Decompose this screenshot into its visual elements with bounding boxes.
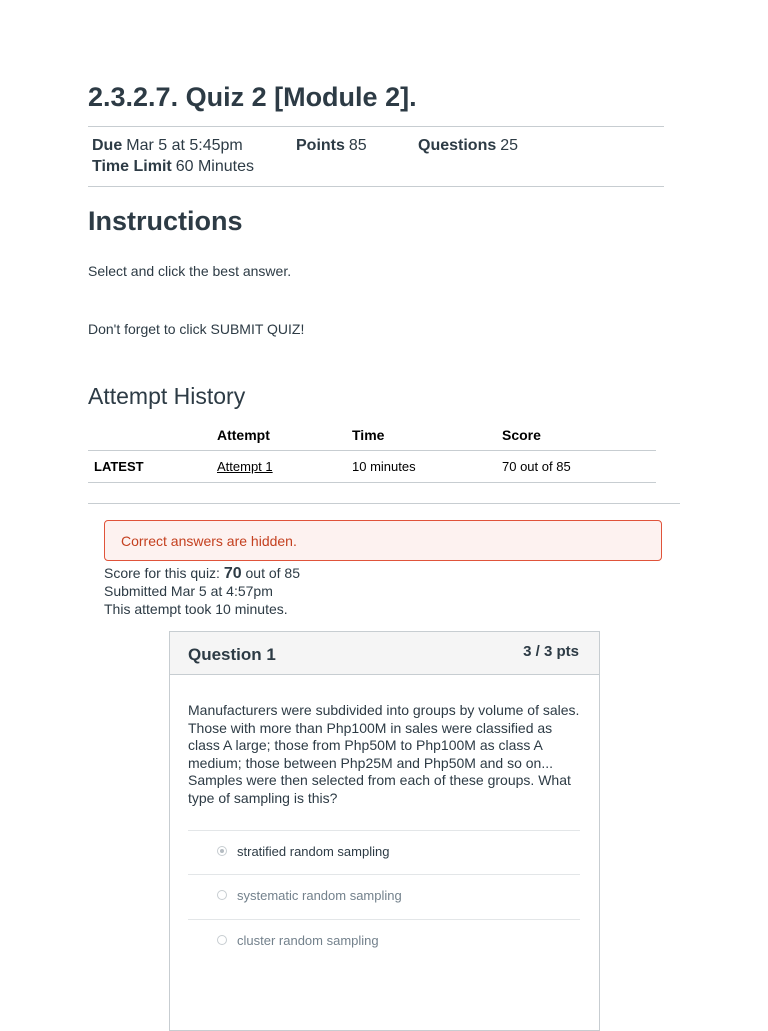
answer-label: cluster random sampling [237, 933, 379, 948]
quiz-details [88, 126, 664, 187]
section-divider [88, 503, 680, 504]
submitted-time: Submitted Mar 5 at 4:57pm [104, 583, 273, 599]
attempt-1-link[interactable]: Attempt 1 [217, 459, 273, 474]
column-header-time: Time [352, 427, 385, 443]
answer-label: stratified random sampling [237, 844, 390, 859]
questions-info [418, 137, 518, 155]
question-text: Manufacturers were subdivided into groups by volume of sales. Those with more than Php100M in sales were classified as class A large; those from Php50M to Php100M as class A medium; those between Php25M and Php50M and so on... Samples were then selected from each of these groups. What type of sampling is this? [188, 702, 580, 806]
attempt-duration: This attempt took 10 minutes. [104, 601, 288, 617]
answer-option[interactable] [188, 830, 580, 875]
due-label: Due [92, 137, 123, 154]
column-header-score: Score [502, 427, 541, 443]
hidden-answers-alert [104, 520, 662, 561]
score-value: 70 [223, 565, 242, 582]
question-header [170, 632, 599, 675]
points-info [296, 137, 367, 155]
time-limit-label: Time Limit [92, 158, 172, 175]
time-limit-value: 60 Minutes [175, 158, 254, 175]
answer-option[interactable] [188, 874, 580, 919]
attempt-time: 10 minutes [352, 459, 416, 474]
questions-label: Questions [418, 137, 497, 154]
radio-selected-icon[interactable] [217, 846, 227, 856]
instructions-text: Select and click the best answer. [88, 263, 292, 279]
question-points: 3 / 3 pts [523, 643, 579, 660]
score-suffix: out of 85 [245, 565, 301, 581]
attempt-history-heading: Attempt History [88, 383, 246, 409]
table-divider [88, 482, 656, 483]
table-divider [88, 450, 656, 451]
points-value: 85 [348, 137, 367, 154]
radio-icon[interactable] [217, 935, 227, 945]
quiz-score-summary [104, 565, 300, 583]
score-prefix: Score for this quiz: [104, 565, 220, 581]
points-label: Points [296, 137, 345, 154]
alert-text: Correct answers are hidden. [121, 533, 297, 549]
instructions-heading: Instructions [88, 206, 243, 236]
answer-label: systematic random sampling [237, 888, 402, 903]
question-title: Question 1 [188, 645, 276, 664]
due-value: Mar 5 at 5:45pm [126, 137, 243, 154]
column-header-attempt: Attempt [217, 427, 270, 443]
attempt-score: 70 out of 85 [502, 459, 571, 474]
instructions-reminder: Don't forget to click SUBMIT QUIZ! [88, 321, 305, 337]
latest-label: LATEST [94, 459, 144, 474]
questions-value: 25 [500, 137, 519, 154]
radio-icon[interactable] [217, 890, 227, 900]
page-title: 2.3.2.7. Quiz 2 [Module 2]. [88, 82, 417, 112]
time-limit-info [92, 158, 254, 176]
due-info [92, 137, 243, 155]
answer-option[interactable] [188, 919, 580, 964]
question-card [169, 631, 600, 1031]
